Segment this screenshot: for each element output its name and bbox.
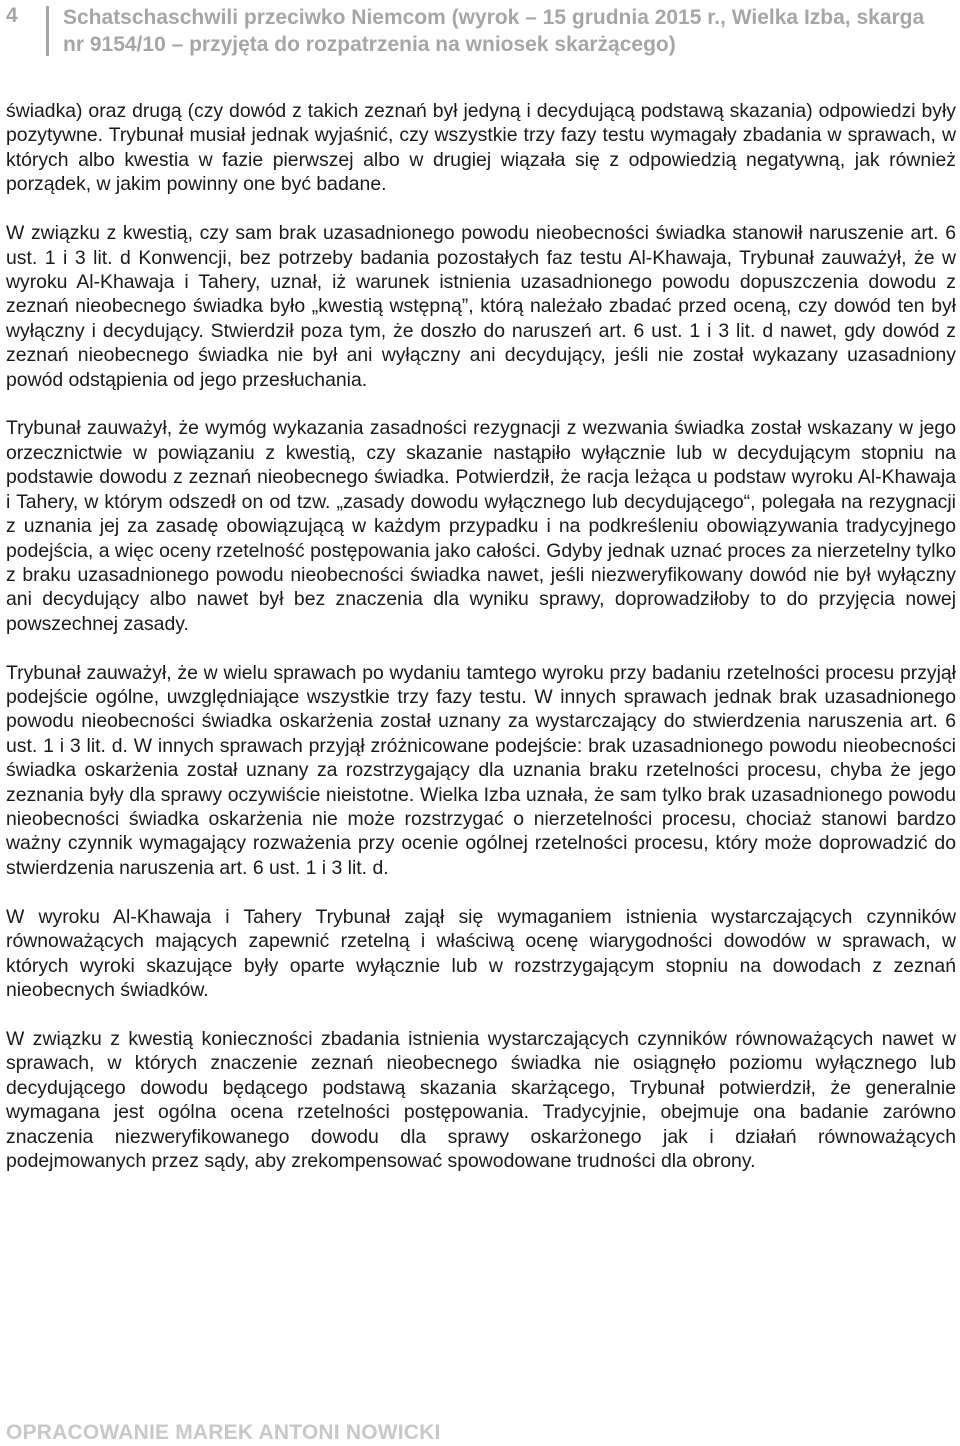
- page-footer: OPRACOWANIE MAREK ANTONI NOWICKI: [6, 1421, 441, 1444]
- page-header: [0, 0, 960, 80]
- body-paragraph: świadka) oraz drugą (czy dowód z takich zeznań był jedyną i decydującą podstawą skazania) odpowiedzi były pozytywne. Trybunał musiał jednak wyjaśnić, czy wszystkie trzy fazy testu wymagały zbadania w sprawach, w których albo kwestia w fazie pierwszej albo w drugiej wiązała się z odpowiedzią negatywną, jak również porządek, w jakim powinny one być badane.: [6, 100, 956, 196]
- page-number: 4: [6, 4, 18, 27]
- body-paragraph: W związku z kwestią, czy sam brak uzasadnionego powodu nieobecności świadka stanowił naruszenie art. 6 ust. 1 i 3 lit. d Konwencji, bez potrzeby badania pozostałych faz testu Al-Khawaja, Trybunał zauważył, że w wyroku Al-Khawaja i Tahery, uznał, iż warunek istnienia uzasadnionego powodu dopuszczenia dowodu z zeznań nieobecnego świadka było „kwestią wstępną”, którą należało zbadać przed oceną, czy dowód ten był wyłączny i decydujący. Stwierdził poza tym, że doszło do naruszeń art. 6 ust. 1 i 3 lit. d nawet, gdy dowód z zeznań nieobecnego świadka nie był ani wyłączny ani decydujący, jeśli nie został wykazany uzasadniony powód odstąpienia od jego przesłuchania.: [6, 222, 956, 391]
- body-paragraph: W wyroku Al-Khawaja i Tahery Trybunał zajął się wymaganiem istnienia wystarczających czynników równoważących mających zapewnić rzetelną i właściwą ocenę wiarygodności dowodów w sprawach, w których wyroki skazujące były oparte wyłącznie lub w rozstrzygającym stopniu na dowodach z zeznań nieobecnych świadków.: [6, 905, 956, 1001]
- body-paragraph: W związku z kwestią konieczności zbadania istnienia wystarczających czynników równoważących nawet w sprawach, w których znaczenie zeznań nieobecnego świadka nie osiągnęło poziomu wyłącznego lub decydującego dowodu będącego podstawą skazania skarżącego, Trybunał potwierdził, że generalnie wymagana jest ogólna ocena rzetelności postępowania. Tradycyjnie, obejmuje ona badanie zarówno znaczenia niezweryfikowanego dowodu dla sprawy oskarżonego jak i działań równoważących podejmowanych przez sądy, aby zrekompensować spowodowane trudności dla obrony.: [6, 1027, 956, 1172]
- body-paragraph: Trybunał zauważył, że wymóg wykazania zasadności rezygnacji z wezwania świadka został wskazany w jego orzecznictwie w powiązaniu z kwestią, czy skazanie nastąpiło wyłącznie lub w decydującym stopniu na podstawie dowodu z zeznań nieobecnego świadka. Potwierdził, że racja leżąca u podstaw wyroku Al-Khawaja i Tahery, w którym odszedł on od tzw. „zasady dowodu wyłącznego lub decydującego“, polegała na rezygnacji z uznania jej za zasadę obowiązującą w każdym przypadku i na podkreśleniu obowiązywania tradycyjnego podejścia, a więc oceny rzetelność postępowania jako całości. Gdyby jednak uznać proces za nierzetelny tylko z braku uzasadnionego powodu nieobecności świadka nawet, jeśli niezweryfikowany dowód nie był wyłączny ani decydujący albo nawet był bez znaczenia dla wyniku sprawy, doprowadziłoby to do przyjęcia nowej powszechnej zasady.: [6, 417, 956, 635]
- document-body: [6, 99, 956, 1198]
- header-divider: [46, 6, 49, 56]
- running-title: Schatschaschwili przeciwko Niemcom (wyrok – 15 grudnia 2015 r., Wielka Izba, skarga nr 9154/10 – przyjęta do rozpatrzenia na wniosek skarżącego): [63, 6, 925, 56]
- body-paragraph: Trybunał zauważył, że w wielu sprawach po wydaniu tamtego wyroku przy badaniu rzetelności procesu przyjął podejście ogólne, uwzględniające wszystkie trzy fazy testu. W innych sprawach jednak brak uzasadnionego powodu nieobecności świadka oskarżenia został uznany za wystarczający do stwierdzenia naruszenia art. 6 ust. 1 i 3 lit. d. W innych sprawach przyjął zróżnicowane podejście: brak uzasadnionego powodu nieobecności świadka oskarżenia został uznany za rozstrzygający dla uznania braku rzetelności procesu, chyba że jego zeznania były dla sprawy oczywiście nieistotne. Wielka Izba uznała, że sam tylko brak uzasadnionego powodu nieobecności świadka oskarżenia nie może rozstrzygać o nierzetelności procesu, chociaż stanowi bardzo ważny czynnik wymagający rozważenia przy ocenie ogólnej rzetelności procesu, który może doprowadzić do stwierdzenia naruszenia art. 6 ust. 1 i 3 lit. d.: [6, 661, 956, 879]
